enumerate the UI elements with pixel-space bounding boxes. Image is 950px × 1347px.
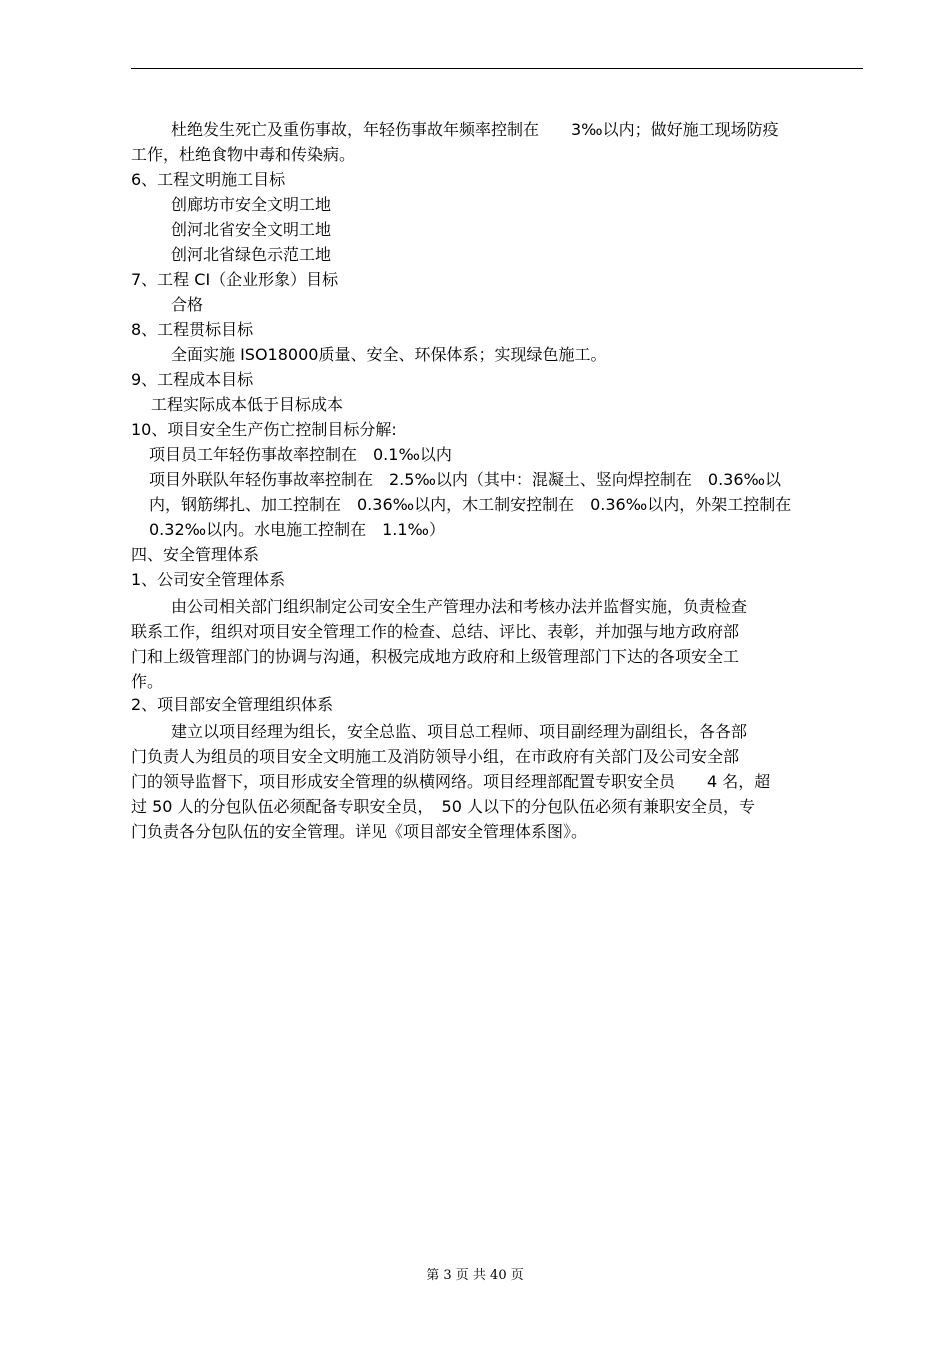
header-rule (131, 68, 863, 69)
text-line: 联系工作，组织对项目安全管理工作的检查、总结、评比、表彰，并加强与地方政府部 (131, 622, 740, 641)
text-line: 项目外联队年轻伤事故率控制在 2.5‰以内（其中：混凝土、竖向焊控制在 0.36‰以 (149, 470, 782, 489)
text-line: 门负责人为组员的项目安全文明施工及消防领导小组，在市政府有关部门及公司安全部 (131, 747, 740, 766)
text-line: 项目员工年轻伤事故率控制在 0.1‰以内 (149, 445, 452, 464)
text-line: 9、工程成本目标 (131, 370, 254, 389)
text-line: 1、公司安全管理体系 (131, 570, 286, 589)
text-line: 2、项目部安全管理组织体系 (131, 695, 334, 714)
text-line: 门负责各分包队伍的安全管理。详见《项目部安全管理体系图》。 (131, 822, 588, 841)
text-line: 创河北省绿色示范工地 (171, 245, 332, 264)
text-line: 合格 (171, 295, 204, 314)
text-line: 过 50 人的分包队伍必须配备专职安全员， 50 人以下的分包队伍必须有兼职安全员，专 (131, 797, 755, 816)
text-line: 由公司相关部门组织制定公司安全生产管理办法和考核办法并监督实施，负责检查 (171, 597, 748, 616)
text-line: 内，钢筋绑扎、加工控制在 0.36‰以内，木工制安控制在 0.36‰以内，外架工控制在 (149, 495, 792, 514)
text-line: 四、安全管理体系 (131, 545, 260, 564)
text-line: 0.32‰以内。水电施工控制在 1.1‰） (149, 520, 446, 539)
text-line: 作。 (131, 672, 164, 691)
text-line: 工程实际成本低于目标成本 (151, 395, 344, 414)
text-line: 门和上级管理部门的协调与沟通，积极完成地方政府和上级管理部门下达的各项安全工 (131, 647, 740, 666)
text-line: 杜绝发生死亡及重伤事故，年轻伤事故年频率控制在 3‰以内；做好施工现场防疫 (171, 120, 779, 139)
text-line: 10、项目安全生产伤亡控制目标分解: (131, 420, 397, 439)
text-line: 6、工程文明施工目标 (131, 170, 286, 189)
page-footer: 第 3 页 共 40 页 (426, 1268, 524, 1283)
text-line: 创廊坊市安全文明工地 (171, 195, 332, 214)
text-line: 7、工程 CI（企业形象）目标 (131, 270, 339, 289)
text-line: 建立以项目经理为组长，安全总监、项目总工程师、项目副经理为副组长，各各部 (171, 722, 748, 741)
text-line: 8、工程贯标目标 (131, 320, 254, 339)
text-line: 全面实施 ISO18000质量、安全、环保体系；实现绿色施工。 (171, 345, 607, 364)
text-line: 创河北省安全文明工地 (171, 220, 332, 239)
text-line: 门的领导监督下，项目形成安全管理的纵横网络。项目经理部配置专职安全员 4 名，超 (131, 772, 771, 791)
text-line: 工作，杜绝食物中毒和传染病。 (131, 145, 356, 164)
